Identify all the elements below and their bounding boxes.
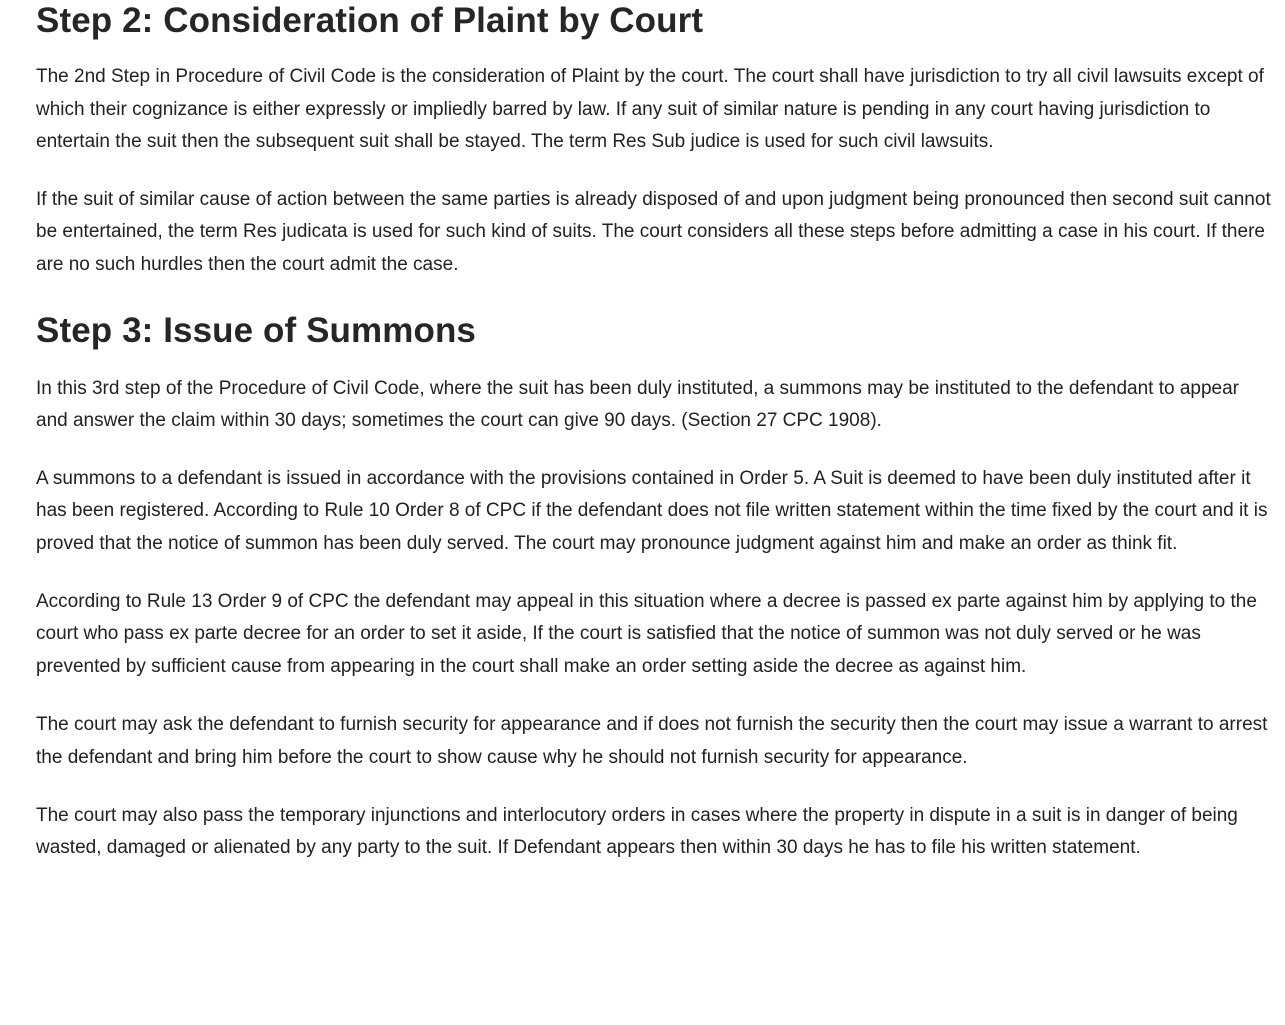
step2-heading: Step 2: Consideration of Plaint by Court <box>36 1 704 40</box>
article-body <box>36 0 1271 865</box>
step3-paragraph-2: A summons to a defendant is issued in accordance with the provisions contained in Order 5. A Suit is deemed to have been duly instituted after it has been registered. According to Rule 10 Order 8 of CPC if the defendant does not file written statement within the time fixed by the court and it is proved that the notice of summon has been duly served. The court may pronounce judgment against him and make an order as think fit. <box>36 467 1268 554</box>
step3-paragraph-4: The court may ask the defendant to furnish security for appearance and if does not furnish the security then the court may issue a warrant to arrest the defendant and bring him before the court to show cause why he should not furnish security for appearance. <box>36 714 1268 768</box>
step3-heading: Step 3: Issue of Summons <box>36 310 476 350</box>
step2-paragraph-2: If the suit of similar cause of action between the same parties is already disposed of and upon judgment being pronounced then second suit cannot be entertained, the term Res judicata is used for such kind of suits. The court considers all these steps before admitting a case in his court. If there are no such hurdles then the court admit the case. <box>36 188 1271 275</box>
step3-paragraph-1: In this 3rd step of the Procedure of Civil Code, where the suit has been duly instituted, a summons may be instituted to the defendant to appear and answer the claim within 30 days; sometimes the court can give 90 days. (Section 27 CPC 1908). <box>36 377 1239 432</box>
step3-paragraph-5: The court may also pass the temporary injunctions and interlocutory orders in cases where the property in dispute in a suit is in danger of being wasted, damaged or alienated by any party to the suit. If Defendant appears then within 30 days he has to file his written statement. <box>36 804 1238 859</box>
step3-paragraph-3: According to Rule 13 Order 9 of CPC the defendant may appeal in this situation where a decree is passed ex parte against him by applying to the court who pass ex parte decree for an order to set it aside, If the court is satisfied that the notice of summon was not duly served or he was prevented by sufficient cause from appearing in the court shall make an order setting aside the decree as against him. <box>36 590 1257 677</box>
step2-paragraph-1: The 2nd Step in Procedure of Civil Code is the consideration of Plaint by the court. The court shall have jurisdiction to try all civil lawsuits except of which their cognizance is either expressly or impliedly barred by law. If any suit of similar nature is pending in any court having jurisdiction to entertain the suit then the subsequent suit shall be stayed. The term Res Sub judice is used for such civil lawsuits. <box>36 66 1264 153</box>
